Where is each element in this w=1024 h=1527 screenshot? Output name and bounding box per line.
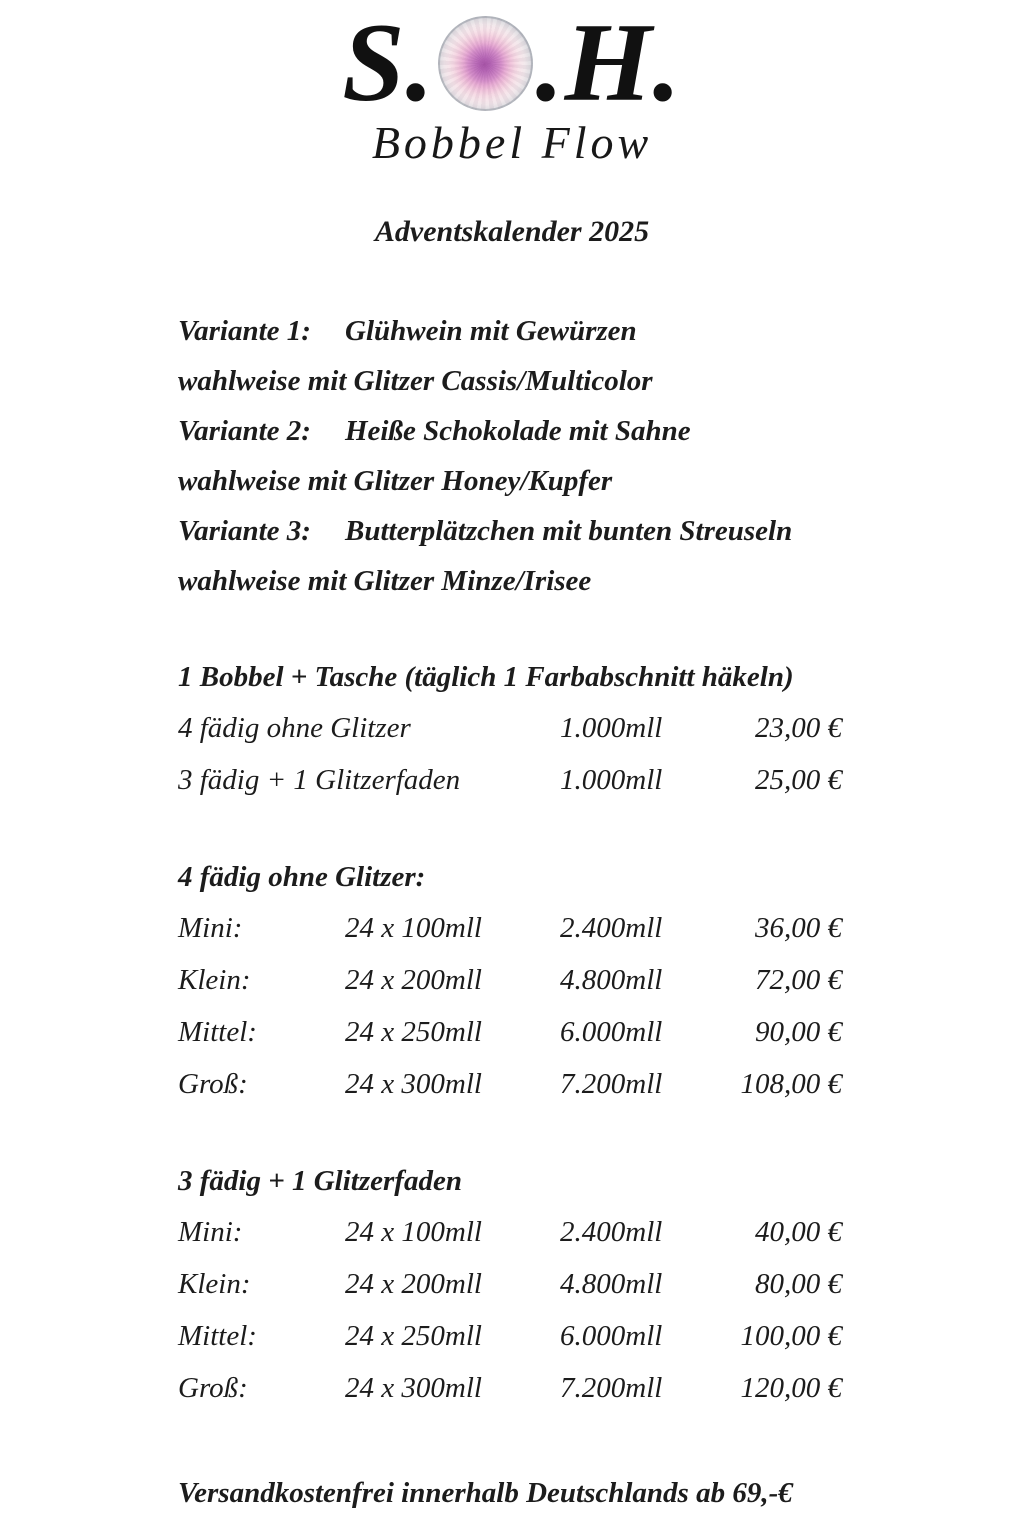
table-row <box>178 1006 842 1058</box>
section-heading-3-faedig: 3 fädig + 1 Glitzerfaden <box>178 1165 462 1197</box>
row-qty: 24 x 100mll <box>345 911 482 944</box>
variant-option-line: wahlweise mit Glitzer Cassis/Multicolor <box>178 364 653 397</box>
variants-block <box>178 306 842 606</box>
content-column <box>178 306 842 1518</box>
logo-subtitle: Bobbel Flow <box>371 117 653 168</box>
table-row <box>178 1258 842 1310</box>
row-qty: 24 x 250mll <box>345 1319 482 1352</box>
section-heading-4-faedig: 4 fädig ohne Glitzer: <box>178 861 426 893</box>
row-price: 120,00 € <box>740 1371 842 1404</box>
row-price: 90,00 € <box>755 1015 842 1048</box>
variant-name: Heiße Schokolade mit Sahne <box>345 414 691 447</box>
table-row <box>178 1310 842 1362</box>
row-qty: 24 x 100mll <box>345 1215 482 1248</box>
logo-text-right: .H. <box>535 1 682 125</box>
row-total: 4.800mll <box>560 963 663 996</box>
row-size: Groß: <box>178 1067 248 1100</box>
row-qty: 24 x 300mll <box>345 1371 482 1404</box>
row-total: 6.000mll <box>560 1319 663 1352</box>
row-price: 108,00 € <box>740 1067 842 1100</box>
variant-label: Variante 3: <box>178 514 311 547</box>
table-row <box>178 702 842 754</box>
row-size: Mini: <box>178 1215 243 1248</box>
table-row <box>178 1058 842 1110</box>
row-total: 4.800mll <box>560 1267 663 1300</box>
page-title: Adventskalender 2025 <box>374 215 650 248</box>
table-row <box>178 754 842 806</box>
row-size: Mittel: <box>178 1319 257 1352</box>
row-label: 4 fädig ohne Glitzer <box>178 711 411 744</box>
yarn-cake-icon <box>438 16 533 111</box>
row-price: 100,00 € <box>740 1319 842 1352</box>
row-price: 25,00 € <box>755 763 842 796</box>
row-price: 40,00 € <box>755 1215 842 1248</box>
variant-label: Variante 2: <box>178 414 311 447</box>
row-price: 36,00 € <box>755 911 842 944</box>
row-total: 2.400mll <box>560 1215 663 1248</box>
row-qty: 24 x 250mll <box>345 1015 482 1048</box>
row-price: 23,00 € <box>755 711 842 744</box>
shipping-note: Versandkostenfrei innerhalb Deutschlands ab 69,-€ <box>178 1477 793 1509</box>
table-row <box>178 1206 842 1258</box>
row-total: 1.000mll <box>560 763 663 796</box>
row-qty: 24 x 200mll <box>345 1267 482 1300</box>
table-row <box>178 954 842 1006</box>
table-row <box>178 1362 842 1414</box>
row-size: Mini: <box>178 911 243 944</box>
row-total: 7.200mll <box>560 1067 663 1100</box>
section-heading-bobbel-tasche: 1 Bobbel + Tasche (täglich 1 Farbabschnitt häkeln) <box>178 661 794 693</box>
variant-line <box>178 506 842 556</box>
variant-option-line: wahlweise mit Glitzer Minze/Irisee <box>178 564 592 597</box>
variant-option-line: wahlweise mit Glitzer Honey/Kupfer <box>178 464 613 497</box>
variant-line <box>178 406 842 456</box>
row-qty: 24 x 200mll <box>345 963 482 996</box>
row-price: 80,00 € <box>755 1267 842 1300</box>
row-qty: 24 x 300mll <box>345 1067 482 1100</box>
row-total: 7.200mll <box>560 1371 663 1404</box>
row-total: 1.000mll <box>560 711 663 744</box>
row-price: 72,00 € <box>755 963 842 996</box>
table-row <box>178 902 842 954</box>
variant-name: Butterplätzchen mit bunten Streuseln <box>345 514 793 547</box>
row-size: Groß: <box>178 1371 248 1404</box>
variant-line <box>178 306 842 356</box>
variant-label: Variante 1: <box>178 314 311 347</box>
logo-text-left: S. <box>342 1 435 125</box>
row-label: 3 fädig + 1 Glitzerfaden <box>178 763 461 796</box>
logo <box>0 1 1024 125</box>
row-size: Mittel: <box>178 1015 257 1048</box>
row-total: 6.000mll <box>560 1015 663 1048</box>
row-size: Klein: <box>178 1267 251 1300</box>
row-size: Klein: <box>178 963 251 996</box>
variant-name: Glühwein mit Gewürzen <box>345 314 637 347</box>
row-total: 2.400mll <box>560 911 663 944</box>
